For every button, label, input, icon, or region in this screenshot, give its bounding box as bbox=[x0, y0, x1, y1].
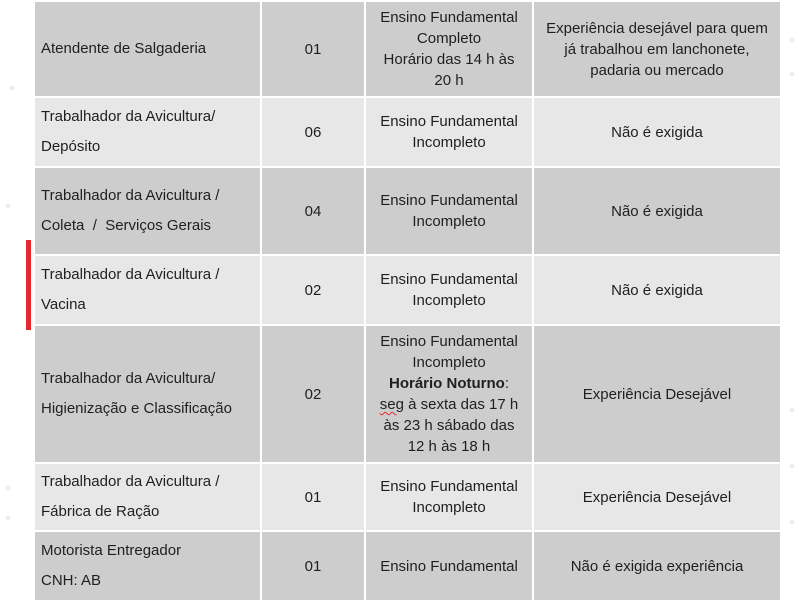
education-cell bbox=[365, 97, 533, 167]
education-cell bbox=[365, 1, 533, 97]
experience-cell: Experiência desejável para quem já trabalhou em lanchonete, padaria ou mercado bbox=[533, 1, 781, 97]
night-shift-line bbox=[366, 373, 532, 394]
education-line: Incompleto bbox=[412, 499, 486, 516]
role-line: CNH: AB bbox=[41, 572, 102, 589]
schedule-text: à sexta das 17 h bbox=[403, 396, 519, 413]
role-line: Fábrica de Ração bbox=[41, 503, 160, 520]
experience-cell: Não é exigida bbox=[533, 167, 781, 255]
role-line: Depósito bbox=[41, 138, 101, 155]
role-cell bbox=[34, 463, 261, 531]
role-cell bbox=[34, 531, 261, 601]
red-accent-bar bbox=[26, 240, 31, 330]
schedule-line: 12 h às 18 h bbox=[407, 438, 491, 455]
role-line: Trabalhador da Avicultura / bbox=[41, 187, 220, 204]
schedule-line bbox=[366, 394, 532, 415]
spellcheck-word: seg bbox=[379, 396, 404, 413]
schedule-line: Horário das 14 h às bbox=[383, 51, 515, 68]
role-line: Trabalhador da Avicultura/ bbox=[41, 108, 216, 125]
quantity-cell: 01 bbox=[261, 463, 365, 531]
role-cell bbox=[34, 97, 261, 167]
table-row bbox=[34, 167, 781, 255]
night-shift-colon: : bbox=[504, 375, 509, 392]
role-line: Atendente de Salgaderia bbox=[41, 40, 207, 57]
quantity-cell: 06 bbox=[261, 97, 365, 167]
role-line: Motorista Entregador bbox=[41, 542, 182, 559]
education-cell bbox=[365, 325, 533, 463]
experience-cell: Não é exigida bbox=[533, 97, 781, 167]
education-line: Incompleto bbox=[412, 354, 486, 371]
table-row bbox=[34, 531, 781, 601]
education-line: Incompleto bbox=[412, 213, 486, 230]
role-line: Vacina bbox=[41, 296, 86, 313]
experience-cell: Não é exigida bbox=[533, 255, 781, 325]
quantity-cell: 01 bbox=[261, 531, 365, 601]
job-openings-table bbox=[33, 0, 782, 602]
education-cell bbox=[365, 255, 533, 325]
role-cell bbox=[34, 325, 261, 463]
education-line: Ensino Fundamental bbox=[380, 9, 518, 26]
education-line: Ensino Fundamental bbox=[380, 192, 518, 209]
role-cell bbox=[34, 255, 261, 325]
table-row bbox=[34, 1, 781, 97]
education-line: Ensino Fundamental bbox=[380, 113, 518, 130]
education-line: Completo bbox=[416, 30, 482, 47]
table-row bbox=[34, 97, 781, 167]
quantity-cell: 02 bbox=[261, 325, 365, 463]
experience-cell: Experiência Desejável bbox=[533, 463, 781, 531]
role-cell bbox=[34, 1, 261, 97]
table-row bbox=[34, 255, 781, 325]
night-shift-label: Horário Noturno bbox=[389, 375, 505, 392]
education-line: Incompleto bbox=[412, 292, 486, 309]
role-line: Trabalhador da Avicultura / bbox=[41, 266, 220, 283]
role-line: Coleta / Serviços Gerais bbox=[41, 217, 212, 234]
table-row bbox=[34, 463, 781, 531]
education-line: Ensino Fundamental bbox=[380, 557, 518, 575]
education-cell bbox=[365, 463, 533, 531]
quantity-cell: 04 bbox=[261, 167, 365, 255]
education-line: Ensino Fundamental bbox=[380, 478, 518, 495]
education-line: Incompleto bbox=[412, 134, 486, 151]
role-line: Higienização e Classificação bbox=[41, 400, 232, 417]
quantity-cell: 01 bbox=[261, 1, 365, 97]
table-row bbox=[34, 325, 781, 463]
schedule-line: às 23 h sábado das bbox=[383, 417, 515, 434]
education-line: Ensino Fundamental bbox=[380, 333, 518, 350]
education-cell bbox=[365, 531, 533, 601]
schedule-line: 20 h bbox=[434, 72, 464, 89]
education-cell bbox=[365, 167, 533, 255]
experience-cell: Experiência Desejável bbox=[533, 325, 781, 463]
experience-cell: Não é exigida experiência bbox=[533, 531, 781, 601]
role-line: Trabalhador da Avicultura / bbox=[41, 473, 220, 490]
quantity-cell: 02 bbox=[261, 255, 365, 325]
role-cell bbox=[34, 167, 261, 255]
role-line: Trabalhador da Avicultura/ bbox=[41, 370, 216, 387]
education-line: Ensino Fundamental bbox=[380, 271, 518, 288]
